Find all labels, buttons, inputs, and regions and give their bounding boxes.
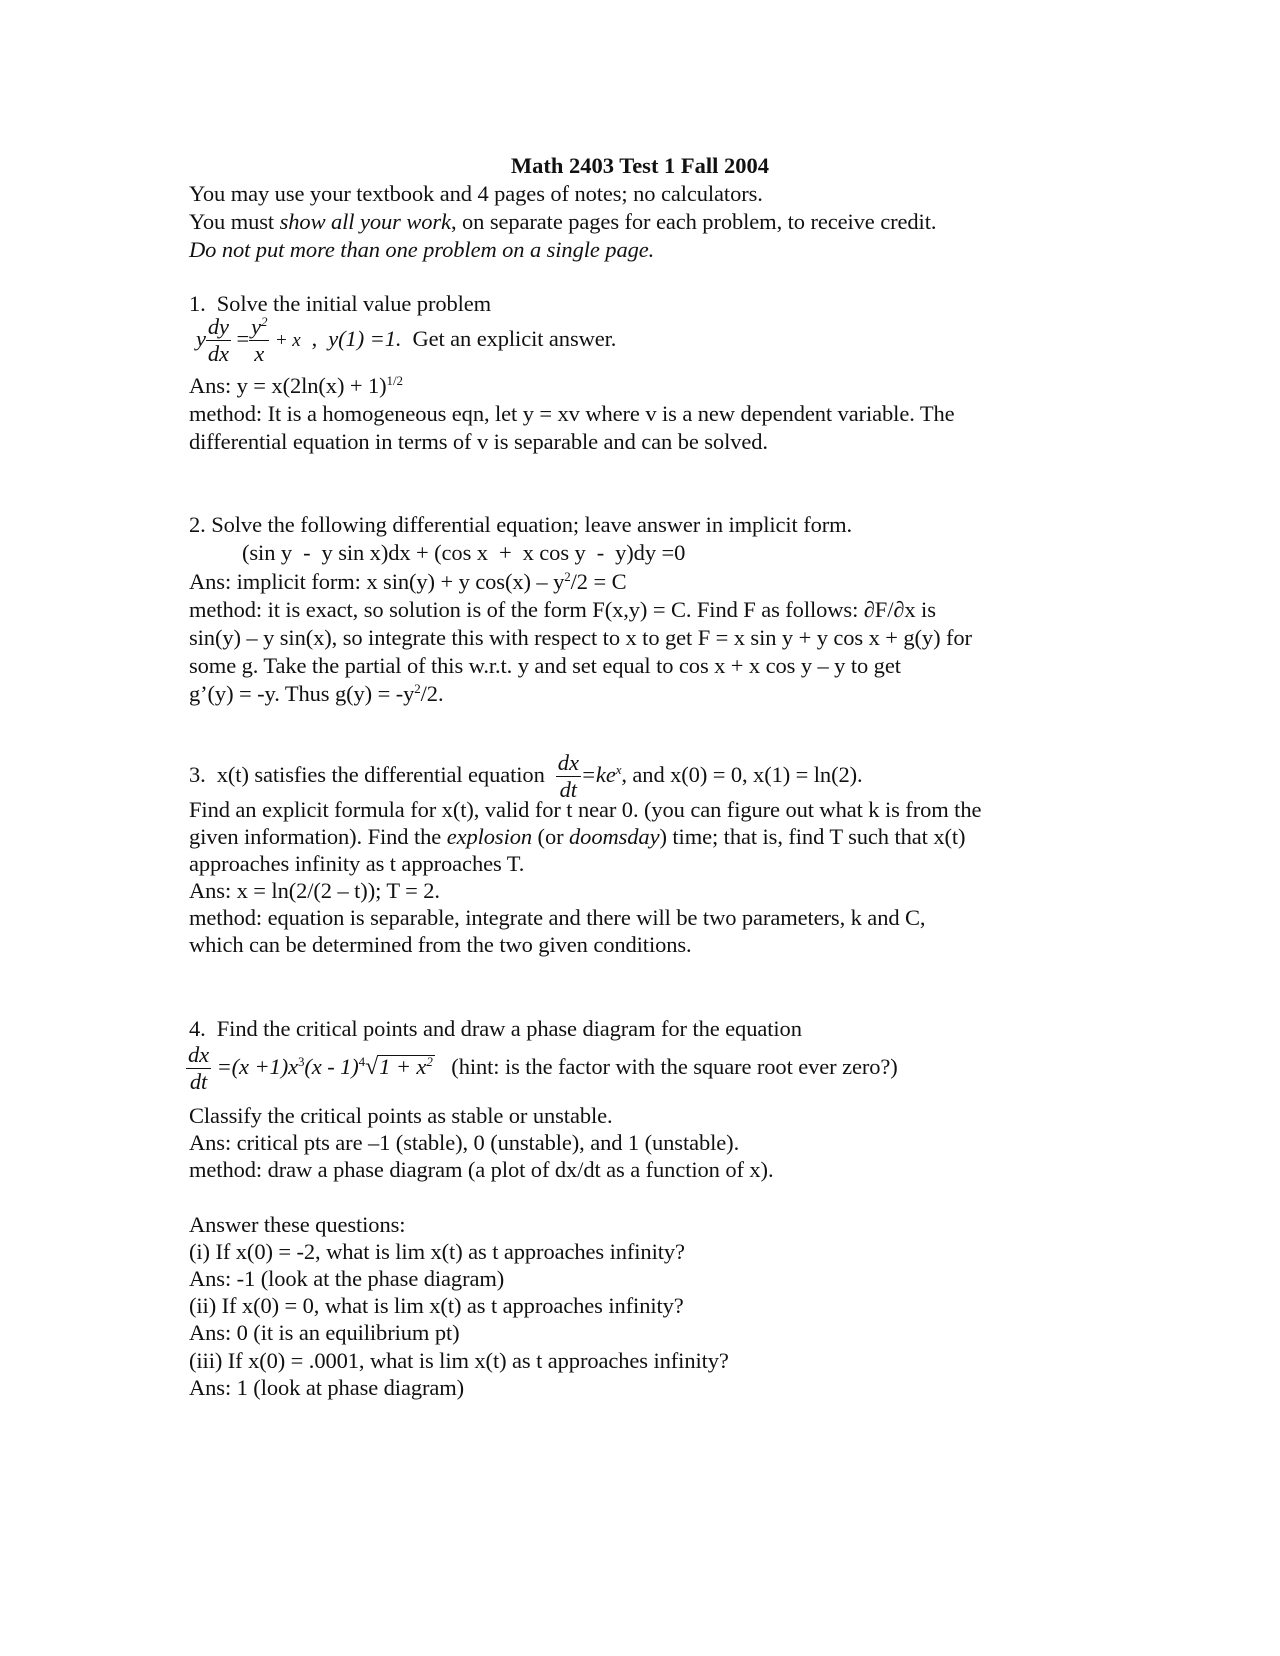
exponent: 2 (260, 314, 268, 330)
method-exponent: 2 (414, 681, 421, 696)
eq-rhs: (x - 1) (304, 1054, 359, 1079)
problem-3-body-line-1: Find an explicit formula for x(t), valid for t near 0. (you can figure out what k is from the (189, 797, 982, 822)
problem-4-method: method: draw a phase diagram (a plot of dx/dt as a function of x). (189, 1157, 774, 1182)
problem-3-method-line-1: method: equation is separable, integrate and there will be two parameters, k and C, (189, 905, 926, 930)
problem-4-prompt (189, 1015, 802, 1043)
denominator: dt (186, 1068, 211, 1095)
body-text: (or (532, 824, 570, 849)
instruction-line-1: You may use your textbook and 4 pages of notes; no calculators. (189, 181, 763, 206)
method-text: g’(y) = -y. Thus g(y) = -y (189, 681, 415, 706)
instruction-emphasis: show all your work (279, 209, 451, 234)
fraction-y2-x (249, 314, 269, 367)
problem-number: 2. (189, 512, 206, 537)
question-1: (i) If x(0) = -2, what is lim x(t) as t approaches infinity? (189, 1239, 685, 1264)
problem-2-equation: (sin y - y sin x)dx + (cos x + x cos y - y)dy =0 (242, 540, 686, 565)
fraction-dx-dt (186, 1042, 211, 1095)
sqrt-content (378, 1055, 435, 1078)
sqrt-exponent: 2 (426, 1054, 433, 1069)
question-3-answer: Ans: 1 (look at phase diagram) (189, 1375, 465, 1400)
problem-1-method-line-1: method: It is a homogeneous eqn, let y = xv where v is a new dependent variable. The (189, 401, 955, 426)
questions-heading: Answer these questions: (189, 1212, 406, 1237)
problem-4-answer: Ans: critical pts are –1 (stable), 0 (unstable), and 1 (unstable). (189, 1130, 740, 1155)
answer-text: Ans: implicit form: x sin(y) + y cos(x) – y (189, 569, 565, 594)
problem-2-method-line-2: sin(y) – y sin(x), so integrate this with respect to x to get F = x sin y + y cos x + g(y) for (189, 625, 972, 650)
problem-1-method-line-2: differential equation in terms of v is separable and can be solved. (189, 429, 768, 454)
numerator: dx (188, 1042, 210, 1068)
initial-condition: y(1) =1. (328, 326, 402, 351)
instruction-line-3: Do not put more than one problem on a single page. (189, 237, 655, 262)
eq-comma: , (311, 326, 318, 351)
instruction-text: You must (189, 209, 280, 234)
answer-exponent: 1/2 (386, 373, 403, 388)
question-3: (iii) If x(0) = .0001, what is lim x(t) as t approaches infinity? (189, 1348, 729, 1373)
problem-2-method-line-3: some g. Take the partial of this w.r.t. y and set equal to cos x + x cos y – y to get (189, 653, 901, 678)
problem-number: 1. (189, 291, 206, 316)
denominator: x (249, 340, 269, 367)
problem-text: Solve the following differential equation; leave answer in implicit form. (211, 512, 853, 537)
radical-sign-icon: √ (365, 1054, 379, 1080)
body-emphasis: explosion (446, 824, 533, 849)
problem-hint: (hint: is the factor with the square root ever zero?) (451, 1054, 898, 1079)
problem-number: 4. (189, 1016, 206, 1041)
eq-term: y (196, 326, 206, 351)
problem-2-method-line-1: method: it is exact, so solution is of the form F(x,y) = C. Find F as follows: ∂F/∂x is (189, 597, 936, 622)
body-text: given information). Find the (189, 824, 447, 849)
problem-text: , and x(0) = 0, x(1) = ln(2). (621, 762, 863, 787)
eq-equals: = (236, 326, 250, 351)
problem-2-prompt (189, 511, 852, 539)
body-text: ) time; that is, find T such that x(t) (659, 824, 966, 849)
sqrt-text: 1 + x (379, 1054, 427, 1079)
eq-exponent: 3 (297, 1054, 305, 1069)
body-emphasis: doomsday (569, 824, 660, 849)
problem-3-body-line-2 (189, 823, 965, 851)
problem-text: x(t) satisfies the differential equation (216, 762, 545, 787)
eq-term: + x (274, 330, 301, 351)
document-title: Math 2403 Test 1 Fall 2004 (510, 153, 770, 178)
numerator (249, 314, 269, 340)
eq-rhs: =ke (580, 762, 616, 787)
method-text: /2. (420, 681, 444, 706)
problem-4-classify: Classify the critical points as stable or unstable. (189, 1103, 613, 1128)
problem-instruction: Get an explicit answer. (412, 326, 617, 351)
problem-3-answer: Ans: x = ln(2/(2 – t)); T = 2. (189, 878, 440, 903)
eq-rhs: =(x +1)x (216, 1054, 298, 1079)
denominator: dx (207, 341, 229, 367)
answer-text: Ans: y = x(2ln(x) + 1) (189, 373, 387, 398)
denominator: dt (556, 776, 581, 803)
problem-text: Solve the initial value problem (216, 291, 492, 316)
problem-4-equation (186, 1040, 898, 1095)
problem-1-equation (196, 312, 616, 368)
question-1-answer: Ans: -1 (look at the phase diagram) (189, 1266, 505, 1291)
answer-exponent: 2 (564, 569, 571, 584)
instruction-text: , on separate pages for each problem, to receive credit. (450, 209, 937, 234)
instruction-line-2 (189, 208, 936, 236)
problem-2-method-line-4 (189, 680, 443, 708)
numerator-var: y (251, 314, 261, 340)
problem-text: Find the critical points and draw a phase diagram for the equation (216, 1016, 802, 1041)
problem-3-method-line-2: which can be determined from the two given conditions. (189, 932, 692, 957)
numerator: dx (557, 750, 579, 776)
question-2-answer: Ans: 0 (it is an equilibrium pt) (189, 1320, 460, 1345)
problem-1-answer (189, 372, 403, 400)
question-2: (ii) If x(0) = 0, what is lim x(t) as t approaches infinity? (189, 1293, 684, 1318)
numerator: dy (207, 314, 229, 340)
fraction-dy-dx (206, 314, 231, 367)
eq-exponent: 4 (358, 1054, 366, 1069)
problem-number: 3. (189, 762, 206, 787)
answer-text: /2 = C (570, 569, 627, 594)
problem-2-answer (189, 568, 627, 596)
problem-3-body-line-3: approaches infinity as t approaches T. (189, 851, 525, 876)
eq-exponent: x (615, 762, 622, 777)
